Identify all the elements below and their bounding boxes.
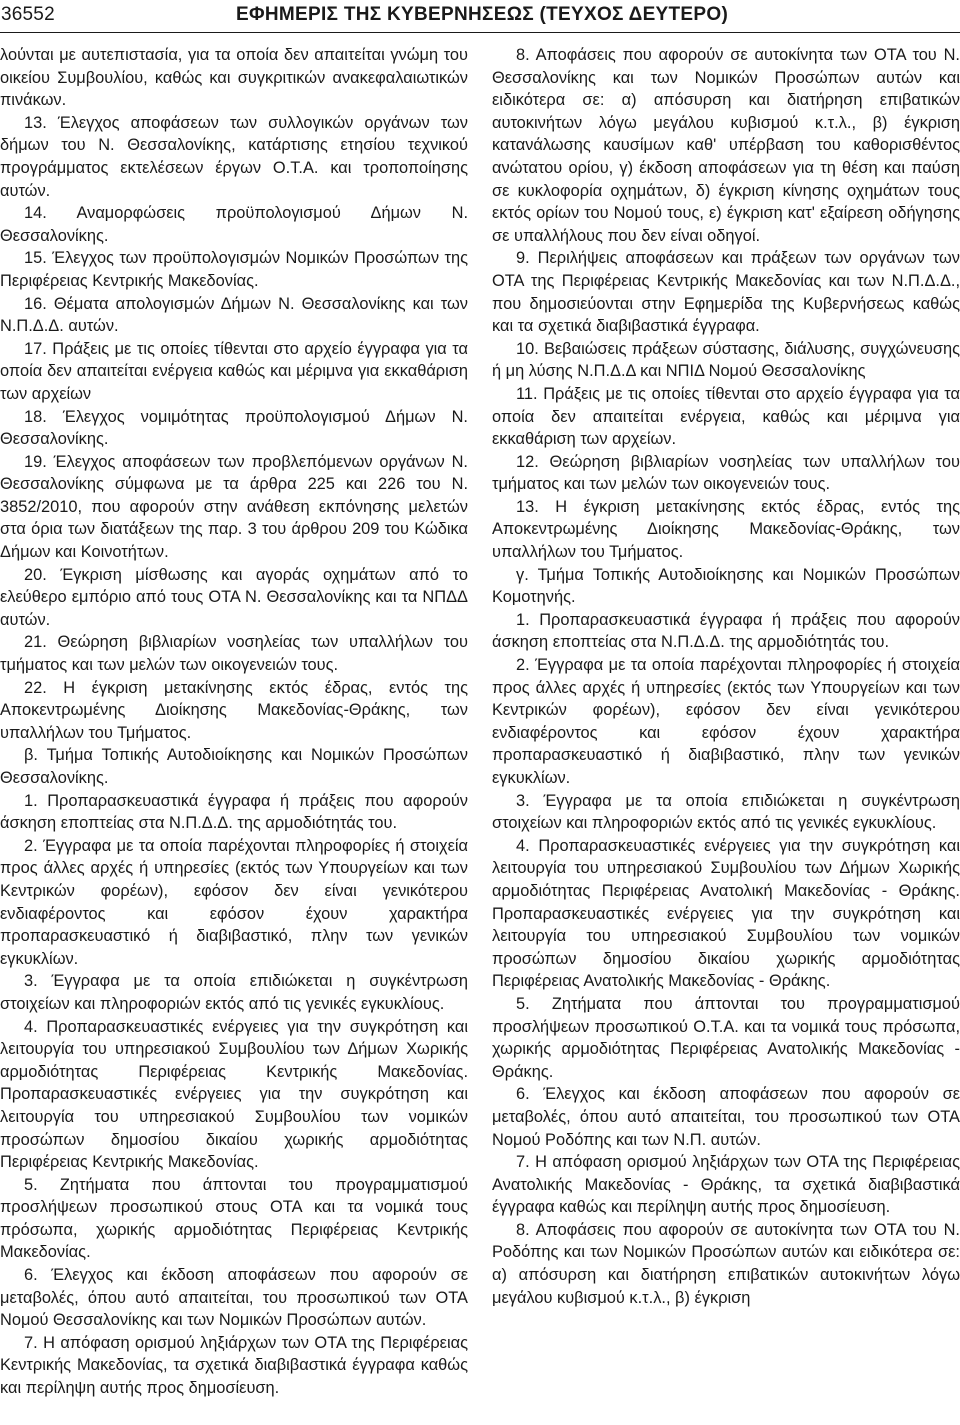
- section-heading: γ. Τμήμα Τοπικής Αυτοδιοίκησης και Νομικών Προσώπων Κομοτηνής.: [492, 565, 960, 607]
- paragraph: λούνται με αυτεπιστασία, για τα οποία δεν απαιτείται γνώμη του οικείου Συμβουλίου, καθώς και συγκριτικών ανακεφαλαιωτικών πινάκων.: [0, 46, 468, 110]
- page-number: 36552: [1, 4, 55, 25]
- paragraph: 7. Η απόφαση ορισμού ληξιάρχων των ΟΤΑ της Περιφέρειας Ανατολικής Μακεδονίας - Θράκης, τα σχετικά διαβιβαστικά έγγραφα καθώς και περίληψη αυτής προς δημοσίευση.: [492, 1153, 960, 1217]
- paragraph: 8. Αποφάσεις που αφορούν σε αυτοκίνητα των ΟΤΑ του Ν. Ροδόπης και των Νομικών Προσώπων αυτών και ειδικότερα σε: α) απόσυρση και διατήρηση επιβατικών αυτοκινήτων λόγω μεγάλου κυβισμού κ.τ.λ., β) έγκριση: [492, 1220, 960, 1307]
- paragraph: 20. Έγκριση μίσθωσης και αγοράς οχημάτων από το ελεύθερο εμπόριο από τους ΟΤΑ Ν. Θεσσαλονίκης και τα ΝΠΔΔ αυτών.: [0, 565, 468, 629]
- paragraph: 17. Πράξεις με τις οποίες τίθενται στο αρχείο έγγραφα για τα οποία δεν απαιτείται ενέργεια καθώς και μέριμνα για εκκαθάριση των αρχείων: [0, 339, 468, 403]
- paragraph: 7. Η απόφαση ορισμού ληξιάρχων των ΟΤΑ της Περιφέρειας Κεντρικής Μακεδονίας, τα σχετικά διαβιβαστικά έγγραφα καθώς και περίληψη αυτής προς δημοσίευση.: [0, 1333, 468, 1398]
- journal-title: ΕΦΗΜΕΡΙΣ ΤΗΣ ΚΥΒΕΡΝΗΣΕΩΣ (ΤΕΥΧΟΣ ΔΕΥΤΕΡΟ): [236, 4, 729, 25]
- paragraph: 11. Πράξεις με τις οποίες τίθενται στο αρχείο έγγραφα για τα οποία δεν απαιτείται ενέργεια, καθώς και μέριμνα για εκκαθάριση των αρχείων.: [492, 384, 960, 449]
- paragraph: 6. Έλεγχος και έκδοση αποφάσεων που αφορούν σε μεταβολές, όπου αυτό απαιτείται, του προσωπικού των ΟΤΑ Νομού Ροδόπης και των Ν.Π. αυτών.: [492, 1085, 960, 1149]
- paragraph: 12. Θεώρηση βιβλιαρίων νοσηλείας των υπαλλήλων του τμήματος και των μελών των οικογενειών τους.: [492, 452, 960, 494]
- paragraph: 14. Αναμορφώσεις προϋπολογισμού Δήμων Ν. Θεσσαλονίκης.: [0, 204, 468, 245]
- section-heading: β. Τμήμα Τοπικής Αυτοδιοίκησης και Νομικών Προσώπων Θεσσαλονίκης.: [0, 746, 468, 787]
- paragraph: 6. Έλεγχος και έκδοση αποφάσεων που αφορούν σε μεταβολές, όπου αυτό απαιτείται, του προσωπικού των ΟΤΑ Νομού Θεσσαλονίκης και των Νομικών Προσώπων αυτών.: [0, 1266, 468, 1330]
- paragraph: 5. Ζητήματα που άπτονται του προγραμματισμού προσλήψεων προσωπικού Ο.Τ.Α. και τα νομικά τους πρόσωπα, χωρικής αρμοδιότητας Περιφέρειας Ανατολικής Μακεδονίας - Θράκης.: [492, 994, 960, 1081]
- paragraph: 1. Προπαρασκευαστικά έγγραφα ή πράξεις που αφορούν άσκηση εποπτείας στα Ν.Π.Δ.Δ. της αρμοδιότητάς του.: [492, 610, 960, 652]
- paragraph: 5. Ζητήματα που άπτονται του προγραμματισμού προσλήψεων προσωπικού στους ΟΤΑ και τα νομικά τους πρόσωπα, χωρικής αρμοδιότητας Περιφέρειας Κεντρικής Μακεδονίας.: [0, 1175, 468, 1262]
- paragraph: 1. Προπαρασκευαστικά έγγραφα ή πράξεις που αφορούν άσκηση εποπτείας στα Ν.Π.Δ.Δ. της αρμοδιότητάς του.: [0, 791, 468, 833]
- paragraph: 16. Θέματα απολογισμών Δήμων Ν. Θεσσαλονίκης και των Ν.Π.Δ.Δ. αυτών.: [0, 294, 468, 336]
- paragraph: 2. Έγγραφα με τα οποία παρέχονται πληροφορίες ή στοιχεία προς άλλες αρχές ή υπηρεσίες (εκτός των Υπουργείων και των Κεντρικών φορέων), εφόσον δεν είναι γενικότερου ενδιαφέροντος και εφόσον έχουν χαρακτήρα προπαρασκευαστικό ή διαβιβαστικό, πλην των γενικών εγκυκλίων.: [0, 836, 468, 968]
- paragraph: 2. Έγγραφα με τα οποία παρέχονται πληροφορίες ή στοιχεία προς άλλες αρχές ή υπηρεσίες (εκτός των Υπουργείων και των Κεντρικών φορέων), εφόσον δεν είναι γενικότερου ενδιαφέροντος και εφόσον έχουν χαρακτήρα προπαρασκευαστικό ή διαβιβαστικό, πλην των γενικών εγκυκλίων.: [492, 656, 960, 787]
- paragraph: 8. Αποφάσεις που αφορούν σε αυτοκίνητα των ΟΤΑ του Ν. Θεσσαλονίκης και των Νομικών Προσώπων αυτών και ειδικότερα σε: α) απόσυρση και διατήρηση επιβατικών αυτοκινήτων λόγω μεγάλου κυβισμού κ.τ.λ., β) έγκριση κατανάλωσης καυσίμων καθ' υπέρβαση του καθορισθέντος ανώτατου ορίου, γ) έκδοση αποφάσεων για τη θέση και παύση σε κυκλοφορία οχημάτων, δ) έγκριση κίνησης οχημάτων τους εκτός ορίων του Νομού τους, ε) έγκριση κατ' εξαίρεση οδήγησης σε υπαλλήλους που δεν είναι οδηγοί.: [492, 46, 960, 245]
- paragraph: 3. Έγγραφα με τα οποία επιδιώκεται η συγκέντρωση στοιχείων και πληροφοριών εκτός από τις γενικές εγκυκλίους.: [0, 972, 468, 1013]
- paragraph: 18. Έλεγχος νομιμότητας προϋπολογισμού Δήμων Ν. Θεσσαλονίκης.: [0, 407, 468, 449]
- right-column: [492, 44, 960, 1309]
- paragraph: 4. Προπαρασκευαστικές ενέργειες για την συγκρότηση και λειτουργία του υπηρεσιακού Συμβουλίου των Δήμων Χωρικής αρμοδιότητας Περιφέρειας Ανατολική Μακεδονίας - Θράκης. Προπαρασκευαστικές ενέργειες για την συγκρότηση και λειτουργία του υπηρεσιακού Συμβουλίου των νομικών προσώπων δημοσίου δικαίου χωρικής αρμοδιότητας Περιφέρειας Ανατολικής Μακεδονίας - Θράκης.: [492, 836, 960, 991]
- page-header: [0, 0, 960, 34]
- paragraph: 13. Έλεγχος αποφάσεων των συλλογικών οργάνων των δήμων του Ν. Θεσσαλονίκης, κατάρτισης ετησίου τεχνικού προγράμματος εκτελέσεων έργων Ο.Τ.Α. και τροποποίησης αυτών.: [0, 113, 468, 200]
- paragraph: 9. Περιλήψεις αποφάσεων και πράξεων των οργάνων των ΟΤΑ της Περιφέρειας Κεντρικής Μακεδονίας και των Ν.Π.Δ.Δ., που δημοσιεύονται στην Εφημερίδα της Κυβερνήσεως καθώς και τα σχετικά διαβιβαστικά έγγραφα.: [492, 249, 960, 336]
- paragraph: 10. Βεβαιώσεις πράξεων σύστασης, διάλυσης, συγχώνευσης ή μη λύσης Ν.Π.Δ.Δ και ΝΠΙΔ Νομού Θεσσαλονίκης: [492, 339, 960, 381]
- paragraph: 21. Θεώρηση βιβλιαρίων νοσηλείας των υπαλλήλων του τμήματος και των μελών των οικογενειών τους.: [0, 633, 468, 675]
- left-column: [0, 44, 468, 1400]
- paragraph: 13. Η έγκριση μετακίνησης εκτός έδρας, εντός της Αποκεντρωμένης Διοίκησης Μακεδονίας-Θράκης, των υπαλλήλων του Τμήματος.: [492, 497, 960, 562]
- header-divider: [0, 32, 960, 33]
- paragraph: 19. Έλεγχος αποφάσεων των προβλεπόμενων οργάνων Ν. Θεσσαλονίκης σύμφωνα με τα άρθρα 225 και 226 του Ν. 3852/2010, που αφορούν στην ανάθεση εκπόνησης μελετών στα όρια των διατάξεων της παρ. 3 του άρθρου 209 του Κώδικα Δήμων και Κοινοτήτων.: [0, 452, 468, 562]
- paragraph: 15. Έλεγχος των προϋπολογισμών Νομικών Προσώπων της Περιφέρειας Κεντρικής Μακεδονίας.: [0, 249, 468, 290]
- paragraph: 3. Έγγραφα με τα οποία επιδιώκεται η συγκέντρωση στοιχείων και πληροφοριών εκτός από τις γενικές εγκυκλίους.: [492, 791, 960, 833]
- paragraph: 4. Προπαρασκευαστικές ενέργειες για την συγκρότηση και λειτουργία του υπηρεσιακού Συμβουλίου των Δήμων Χωρικής αρμοδιότητας Περιφέρειας Κεντρικής Μακεδονίας. Προπαρασκευαστικές ενέργειες για την συγκρότηση και λειτουργία του υπηρεσιακού Συμβουλίου των νομικών προσώπων δημοσίου δικαίου χωρικής αρμοδιότητας Περιφέρειας Κεντρικής Μακεδονίας.: [0, 1017, 468, 1172]
- paragraph: 22. Η έγκριση μετακίνησης εκτός έδρας, εντός της Αποκεντρωμένης Διοίκησης Μακεδονίας-Θράκης, των υπαλλήλων του Τμήματος.: [0, 678, 468, 742]
